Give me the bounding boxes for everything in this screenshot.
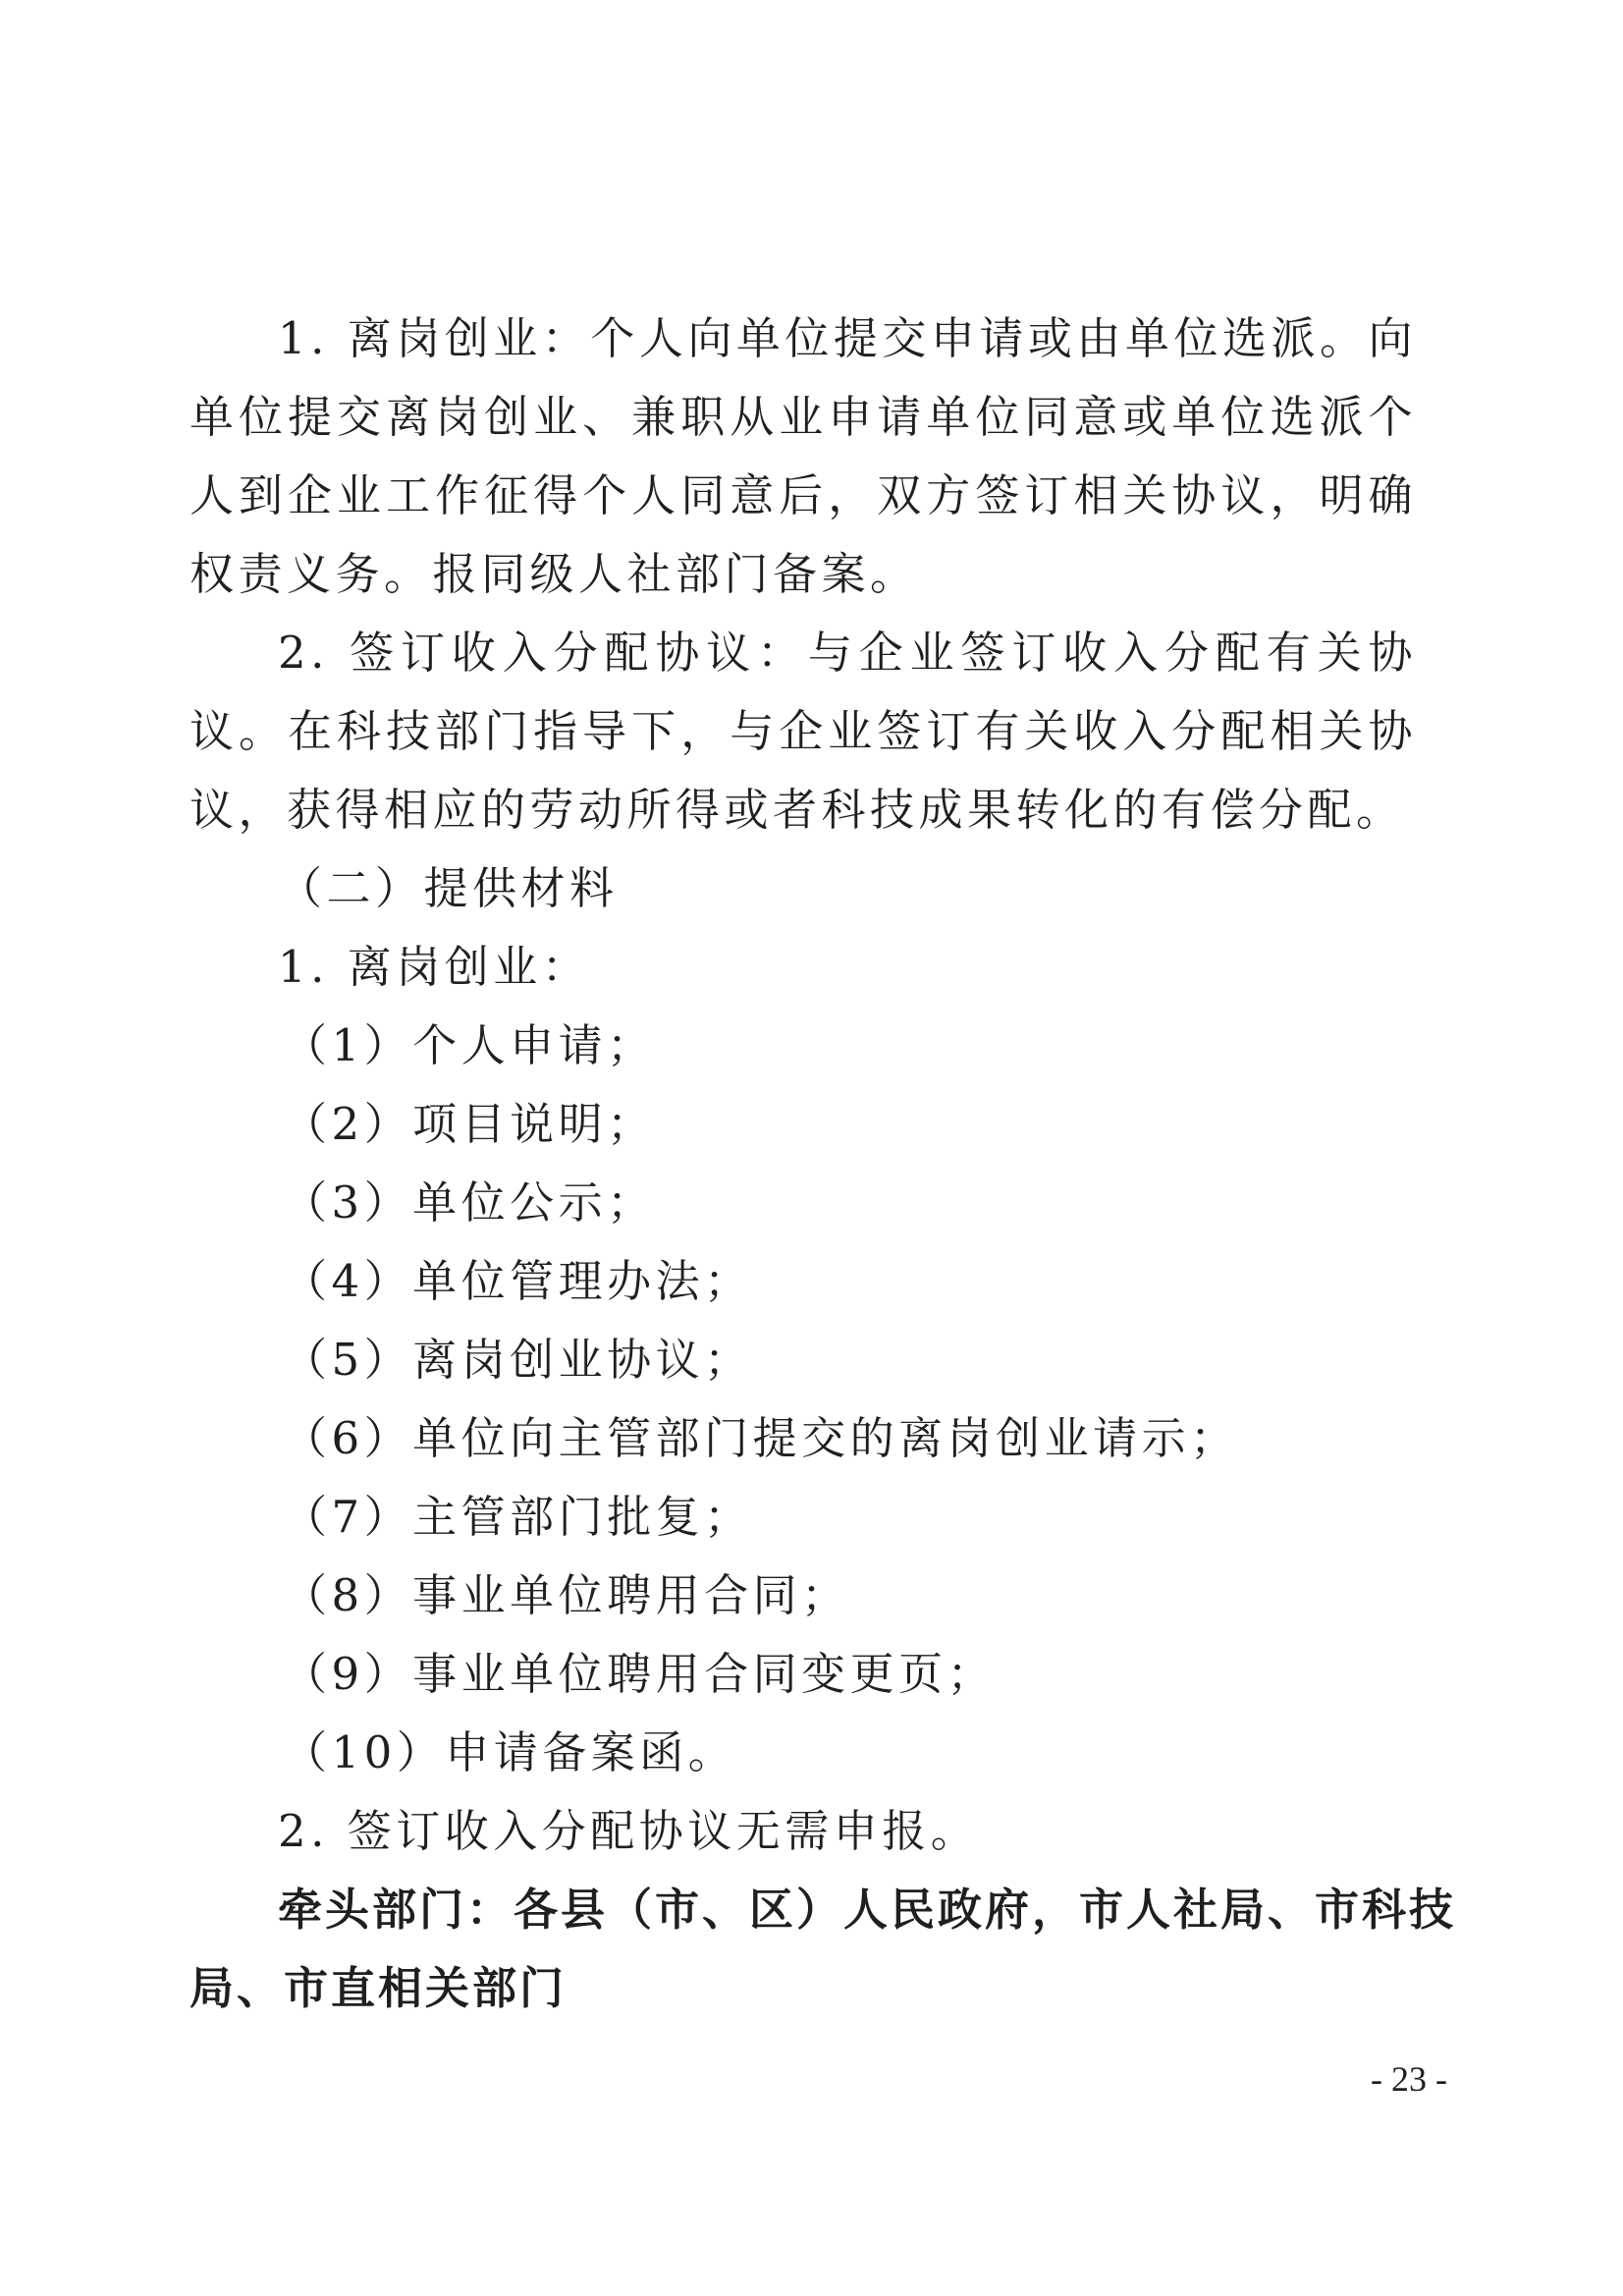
lead-department-line2: 局、市直相关部门 [189,1962,568,2014]
materials-list-item: （1）个人申请； [283,1019,656,1071]
materials-list-item: （6）单位向主管部门提交的离岗创业请示； [283,1412,1239,1464]
materials-list-item: （9）事业单位聘用合同变更页； [283,1648,997,1700]
page-number: - 23 - [1371,2059,1447,2099]
materials-list-item: （7）主管部门批复； [283,1491,753,1543]
materials-list-item: （10）申请备案函。 [283,1726,737,1778]
materials-list-item: （4）单位管理办法； [283,1255,753,1307]
materials-list-item: （2）项目说明； [283,1098,656,1150]
materials-heading: （二）提供材料 [278,862,619,914]
paragraph-leave-post-startup: 1. 离岗创业：个人向单位提交申请或由单位选派。向单位提交离岗创业、兼职从业申请单位同意或单位选派个人到企业工作征得个人同意后，双方签订相关协议，明确权责义务。报同级人社部门备案。 [189,312,1417,600]
item2-no-declaration: 2. 签订收入分配协议无需申报。 [278,1805,980,1857]
materials-list-item: （8）事业单位聘用合同； [283,1569,850,1621]
materials-item1-heading: 1. 离岗创业： [278,941,591,993]
paragraph-income-distribution: 2. 签订收入分配协议：与企业签订收入分配有关协议。在科技部门指导下，与企业签订有关收入分配相关协议，获得相应的劳动所得或者科技成果转化的有偿分配。 [189,627,1417,836]
lead-department-line1: 牵头部门：各县（市、区）人民政府，市人社局、市科技 [278,1884,1457,1936]
materials-list-item: （3）单位公示； [283,1176,656,1229]
materials-list-item: （5）离岗创业协议； [283,1334,753,1386]
